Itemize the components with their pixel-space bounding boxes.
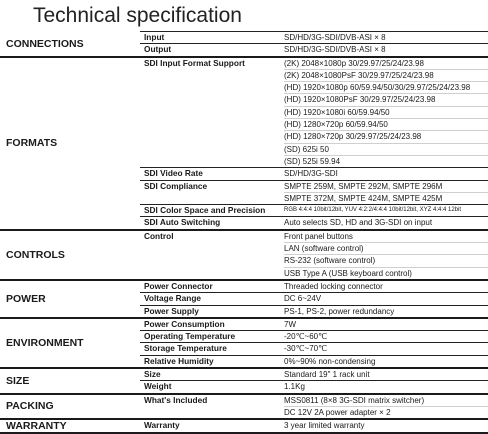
spec-row — [0, 394, 488, 420]
spec-label — [140, 168, 280, 180]
category-label: WARRANTY — [0, 419, 140, 433]
spec-value-line: (HD) 1920×1080PsF 30/29.97/25/24/23.98 — [284, 94, 488, 106]
spec-value — [280, 343, 488, 355]
spec-label-text: SDI Color Space and Precision — [144, 205, 266, 216]
spec-row — [0, 280, 488, 293]
spec-value-line: (SD) 525i 59.94 — [284, 156, 341, 166]
spec-value-line: (HD) 1920×1080i 60/59.94/50 — [284, 107, 488, 119]
spec-row — [0, 57, 488, 168]
spec-label — [140, 230, 280, 280]
spec-label — [140, 217, 280, 230]
spec-label-text: Power Supply — [144, 305, 199, 316]
spec-value-line: USB Type A (USB keyboard control) — [284, 268, 412, 278]
spec-value-line: SMPTE 259M, SMPTE 292M, SMPTE 296M — [284, 181, 488, 193]
spec-value-line: SD/HD/3G-SDI/DVB-ASI × 8 — [284, 33, 386, 42]
spec-value — [280, 217, 488, 230]
spec-value-line: LAN (software control) — [284, 243, 488, 255]
category-label: SIZE — [0, 368, 140, 394]
spec-value — [280, 419, 488, 433]
spec-value-line: Threaded locking connector — [284, 281, 383, 291]
spec-value-line: Standard 19" 1 rack unit — [284, 370, 370, 380]
spec-label-text: Operating Temperature — [144, 331, 236, 342]
spec-label-text: SDI Video Rate — [144, 168, 203, 179]
spec-value-line: DC 12V 2A power adapter × 2 — [284, 407, 391, 417]
spec-row — [0, 368, 488, 381]
page-title: Technical specification — [33, 4, 242, 27]
spec-label — [140, 57, 280, 168]
spec-value-line: (HD) 1280×720p 30/29.97/25/24/23.98 — [284, 131, 488, 143]
spec-value-line: (SD) 625i 50 — [284, 144, 488, 156]
spec-value — [280, 355, 488, 368]
spec-value-line: 1.1Kg — [284, 382, 305, 392]
spec-value — [280, 394, 488, 420]
spec-label-text: Output — [144, 44, 172, 55]
category-label: PACKING — [0, 394, 140, 420]
spec-value — [280, 331, 488, 343]
spec-value-line: PS-1, PS-2, power redundancy — [284, 306, 395, 316]
spec-label-text: What's Included — [144, 394, 208, 405]
spec-label — [140, 368, 280, 381]
spec-label-text: Control — [144, 230, 174, 241]
spec-value — [280, 280, 488, 293]
spec-label — [140, 318, 280, 331]
spec-value-line: -20℃~60℃ — [284, 332, 328, 342]
spec-label-text: Relative Humidity — [144, 355, 214, 366]
category-label: CONTROLS — [0, 230, 140, 280]
spec-value-line: (2K) 2048×1080p 30/29.97/25/24/23.98 — [284, 58, 488, 70]
spec-label — [140, 32, 280, 44]
spec-value-line: SD/HD/3G-SDI — [284, 169, 338, 179]
spec-value — [280, 318, 488, 331]
spec-value — [280, 57, 488, 168]
spec-value-line: SD/HD/3G-SDI/DVB-ASI × 8 — [284, 45, 386, 55]
spec-value-line: RGB 4:4:4 10bit/12bit, YUV 4:2:2/4:4:4 10bit/12bit, XYZ 4:4:4 12bit — [284, 207, 462, 214]
spec-row — [0, 32, 488, 44]
spec-label-text: Power Connector — [144, 280, 213, 291]
spec-label-text: Size — [144, 369, 161, 380]
spec-row — [0, 419, 488, 433]
spec-value-line: (HD) 1280×720p 60/59.94/50 — [284, 119, 488, 131]
spec-value-line: RS-232 (software control) — [284, 255, 488, 267]
spec-label-text: Weight — [144, 381, 172, 392]
spec-label — [140, 343, 280, 355]
category-label: FORMATS — [0, 57, 140, 230]
spec-value-line: Auto selects SD, HD and 3G-SDI on input — [284, 218, 433, 228]
spec-value — [280, 44, 488, 57]
spec-value — [280, 180, 488, 205]
spec-label — [140, 205, 280, 217]
spec-label — [140, 419, 280, 433]
spec-label-text: SDI Compliance — [144, 180, 208, 191]
spec-row — [0, 230, 488, 280]
spec-value-line: 3 year limited warranty — [284, 421, 365, 431]
spec-label — [140, 180, 280, 205]
spec-value-line: 7W — [284, 319, 296, 329]
spec-label — [140, 381, 280, 394]
spec-value-line: MSS0811 (8×8 3G-SDI matrix switcher) — [284, 395, 488, 407]
spec-value-line: DC 6~24V — [284, 294, 322, 304]
spec-label-text: Power Consumption — [144, 318, 225, 329]
category-label: CONNECTIONS — [6, 37, 84, 50]
spec-row — [0, 318, 488, 331]
spec-value — [280, 32, 488, 44]
spec-value — [280, 230, 488, 280]
spec-value-line: 0%~90% non-condensing — [284, 356, 376, 366]
spec-label-text: Input — [144, 32, 165, 42]
spec-value — [280, 305, 488, 318]
spec-value — [280, 368, 488, 381]
spec-value — [280, 381, 488, 394]
spec-value-line: Front panel buttons — [284, 231, 488, 243]
spec-label-text: Storage Temperature — [144, 343, 227, 354]
spec-value — [280, 168, 488, 180]
spec-label-text: Warranty — [144, 420, 180, 431]
spec-value-line: (HD) 1920×1080p 60/59.94/50/30/29.97/25/24/23.98 — [284, 82, 488, 94]
spec-value-line: -30℃~70℃ — [284, 344, 328, 354]
spec-value-line: SMPTE 372M, SMPTE 424M, SMPTE 425M — [284, 193, 443, 203]
spec-label — [140, 293, 280, 305]
spec-label — [140, 305, 280, 318]
category-label: POWER — [0, 280, 140, 318]
spec-label-text: SDI Input Format Support — [144, 57, 245, 68]
spec-label — [140, 394, 280, 420]
spec-label — [140, 355, 280, 368]
spec-label — [140, 44, 280, 57]
spec-value — [280, 205, 488, 217]
spec-label-text: Voltage Range — [144, 293, 202, 304]
category-label: ENVIRONMENT — [0, 318, 140, 368]
spec-value — [280, 293, 488, 305]
spec-table — [0, 31, 488, 434]
spec-label — [140, 280, 280, 293]
spec-value-line: (2K) 2048×1080PsF 30/29.97/25/24/23.98 — [284, 70, 488, 82]
spec-label-text: SDI Auto Switching — [144, 217, 221, 228]
spec-label — [140, 331, 280, 343]
